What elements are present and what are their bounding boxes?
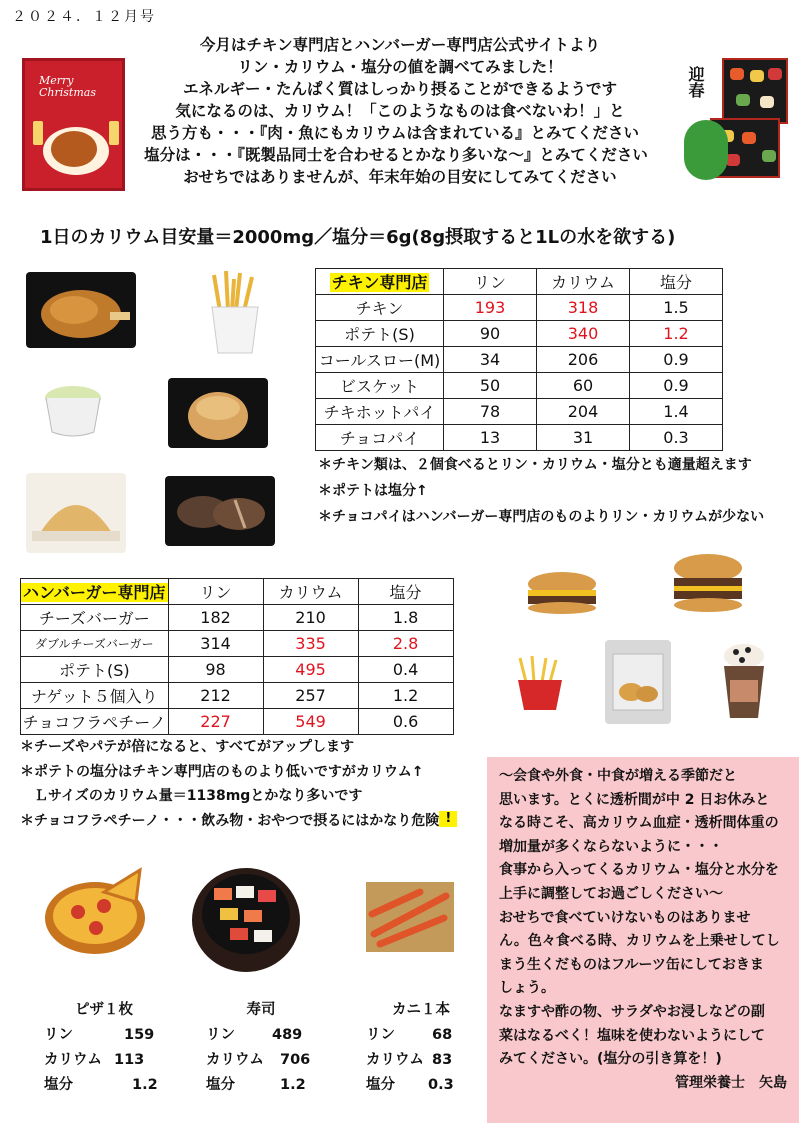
- value: 159: [124, 1027, 155, 1043]
- value-row-phosphorus: [44, 1023, 164, 1048]
- nuggets-photo: [605, 640, 671, 724]
- christmas-card-text: Merry Christmas: [39, 74, 96, 99]
- phosphorus-cell: 227: [168, 709, 263, 735]
- potassium-cell: 318: [537, 295, 630, 321]
- salt-cell: 2.8: [358, 631, 453, 657]
- item-name-cell: チョコフラペチーノ: [21, 709, 169, 735]
- intro-line: 思う方も・・・『肉・魚にもカリウムは含まれている』とみてください: [150, 124, 640, 142]
- note-line: ＊ポテトは塩分↑: [318, 483, 428, 499]
- french-fries-photo: [200, 267, 270, 357]
- value: 0.3: [428, 1077, 454, 1093]
- intro-line: 気になるのは、カリウム！「このようなものは食べないわ！」と: [175, 102, 625, 120]
- item-name-cell: チキン: [316, 295, 444, 321]
- daily-guideline: 1日のカリウム目安量＝2000mg／塩分＝6g(8g摂取すると1Lの水を欲する): [40, 227, 676, 248]
- value: 1.2: [280, 1077, 306, 1093]
- column-header-shop: [21, 579, 169, 605]
- note-line-warning: [20, 809, 457, 834]
- value-row-potassium: [366, 1048, 476, 1073]
- table-row: [21, 631, 454, 657]
- table-row: [316, 399, 723, 425]
- shop-name-highlight: ハンバーガー専門店: [23, 583, 166, 602]
- message-line: まう生くだものはフルーツ缶にしておきま: [499, 956, 764, 973]
- value-label: リン: [44, 1027, 73, 1043]
- message-line: みてください。(塩分の引き算を！): [499, 1051, 722, 1068]
- message-line: 思います。とくに透析間が中 2 日お休みと: [499, 791, 770, 808]
- potassium-cell: 31: [537, 425, 630, 451]
- column-header-phosphorus: リン: [168, 579, 263, 605]
- value: 706: [280, 1052, 311, 1068]
- column-header-potassium: カリウム: [263, 579, 358, 605]
- column-header-shop: [316, 269, 444, 295]
- table-header-row: [316, 269, 723, 295]
- potassium-cell: 210: [263, 605, 358, 631]
- note-line: ＊チョコパイはハンバーガー専門店のものよりリン・カリウムが少ない: [318, 509, 765, 525]
- salt-cell: 0.6: [358, 709, 453, 735]
- item-name-cell: チキホットパイ: [316, 399, 444, 425]
- table-row: [316, 373, 723, 399]
- column-header-potassium: カリウム: [537, 269, 630, 295]
- food-name: ピザ１枚: [75, 1002, 133, 1018]
- crab-legs-photo: [360, 874, 460, 960]
- salt-cell: 0.4: [358, 657, 453, 683]
- value-label: 塩分: [366, 1077, 395, 1093]
- phosphorus-cell: 50: [444, 373, 537, 399]
- value-row-salt: [206, 1073, 316, 1098]
- value-label: カリウム: [44, 1052, 102, 1068]
- intro-line: おせちではありませんが、年末年始の目安にしてみてください: [183, 168, 617, 186]
- osechi-box-icon: [722, 58, 788, 124]
- shop-name-highlight: チキン専門店: [331, 273, 428, 292]
- sushi-photo: [190, 858, 302, 976]
- table-row: [21, 683, 454, 709]
- dietitian-message-box: [487, 757, 799, 1123]
- chocolate-pie-photo: [165, 476, 275, 546]
- table-row: [21, 709, 454, 735]
- item-name-cell: チョコパイ: [316, 425, 444, 451]
- salt-cell: 0.3: [630, 425, 723, 451]
- pizza-photo: [40, 862, 150, 962]
- value: 113: [114, 1052, 145, 1068]
- potassium-cell: 60: [537, 373, 630, 399]
- message-line: しょう。: [499, 980, 555, 997]
- table-row: [316, 321, 723, 347]
- note-line: ＊ポテトの塩分はチキン専門店のものより低いですがカリウム↑: [20, 763, 424, 780]
- roast-chicken-icon: [51, 131, 97, 167]
- fried-chicken-photo: [26, 272, 136, 348]
- item-name-cell: ポテト(S): [21, 657, 169, 683]
- value-label: 塩分: [44, 1077, 73, 1093]
- biscuit-photo: [168, 378, 268, 448]
- phosphorus-cell: 98: [168, 657, 263, 683]
- new-year-osechi-image: [680, 58, 788, 188]
- value-label: リン: [366, 1027, 395, 1043]
- pizza-values: [44, 998, 164, 1098]
- value-row-potassium: [206, 1048, 316, 1073]
- phosphorus-cell: 90: [444, 321, 537, 347]
- intro-line: リン・カリウム・塩分の値を調べてみました！: [237, 58, 563, 76]
- potassium-cell: 206: [537, 347, 630, 373]
- chocolate-frappe-photo: [714, 640, 774, 720]
- value-label: 塩分: [206, 1077, 235, 1093]
- item-name-cell: コールスロー(M): [316, 347, 444, 373]
- new-year-text: 迎春: [686, 66, 705, 98]
- dietitian-signature: 管理栄養士 矢島: [675, 1074, 787, 1091]
- potassium-cell: 204: [537, 399, 630, 425]
- champagne-glass-icon: [109, 121, 119, 145]
- chicken-notes: [318, 452, 764, 530]
- phosphorus-cell: 34: [444, 347, 537, 373]
- value-label: カリウム: [206, 1052, 264, 1068]
- table-row: [21, 605, 454, 631]
- champagne-glass-icon: [33, 121, 43, 145]
- potassium-cell: 340: [537, 321, 630, 347]
- note-line: ＊チーズやパテが倍になると、すべてがアップします: [20, 739, 355, 755]
- salt-cell: 1.8: [358, 605, 453, 631]
- sushi-values: [206, 998, 316, 1098]
- coleslaw-photo: [40, 376, 106, 442]
- item-name-cell: チーズバーガー: [21, 605, 169, 631]
- potassium-cell: 257: [263, 683, 358, 709]
- intro-line: 今月はチキン専門店とハンバーガー専門店公式サイトより: [199, 36, 601, 54]
- intro-line: 塩分は・・・『既製品同士を合わせるとかなり多いな～』とみてください: [144, 146, 648, 164]
- message-line: ～会食や外食・中食が増える季節だと: [499, 768, 737, 784]
- crab-values: [366, 998, 476, 1098]
- value-label: カリウム: [366, 1052, 424, 1068]
- note-line: ＊チキン類は、２個食べるとリン・カリウム・塩分とも適量超えます: [318, 457, 752, 473]
- phosphorus-cell: 212: [168, 683, 263, 709]
- message-line: 食事から入ってくるカリウム・塩分と水分を: [499, 862, 779, 879]
- value-row-salt: [366, 1073, 476, 1098]
- item-name-cell: ナゲット５個入り: [21, 683, 169, 709]
- salt-cell: 1.4: [630, 399, 723, 425]
- christmas-card-image: [22, 58, 125, 191]
- salt-cell: 1.2: [358, 683, 453, 709]
- table-header-row: [21, 579, 454, 605]
- message-line: 増加量が多くならないように・・・: [499, 838, 723, 855]
- value: 68: [432, 1027, 453, 1043]
- salt-cell: 1.5: [630, 295, 723, 321]
- phosphorus-cell: 78: [444, 399, 537, 425]
- value-label: リン: [206, 1027, 235, 1043]
- food-name: 寿司: [246, 1002, 276, 1018]
- value-row-salt: [44, 1073, 164, 1098]
- phosphorus-cell: 13: [444, 425, 537, 451]
- item-name-cell: ダブルチーズバーガー: [21, 631, 169, 657]
- phosphorus-cell: 182: [168, 605, 263, 631]
- message-line: 菜はなるべく！塩味を使わないようにして: [499, 1027, 765, 1044]
- chicken-pie-photo: [26, 473, 126, 553]
- message-line: なる時こそ、高カリウム血症・透析間体重の: [499, 815, 779, 832]
- value-row-phosphorus: [366, 1023, 476, 1048]
- table-row: [316, 425, 723, 451]
- value: 1.2: [132, 1077, 158, 1093]
- column-header-salt: 塩分: [358, 579, 453, 605]
- table-row: [316, 295, 723, 321]
- intro-text: [145, 34, 655, 188]
- item-name-cell: ビスケット: [316, 373, 444, 399]
- note-text: ＊チョコフラペチーノ・・・飲み物・おやつで摂るにはかなり危険: [20, 812, 440, 829]
- burger-shop-fries-photo: [510, 652, 570, 712]
- warning-icon: [439, 811, 457, 827]
- food-name: カニ１本: [392, 1002, 450, 1018]
- table-row: [21, 657, 454, 683]
- potassium-cell: 335: [263, 631, 358, 657]
- item-name-cell: ポテト(S): [316, 321, 444, 347]
- salt-cell: 0.9: [630, 373, 723, 399]
- column-header-phosphorus: リン: [444, 269, 537, 295]
- phosphorus-cell: 314: [168, 631, 263, 657]
- potassium-cell: 549: [263, 709, 358, 735]
- salt-cell: 0.9: [630, 347, 723, 373]
- salt-cell: 1.2: [630, 321, 723, 347]
- table-row: [316, 347, 723, 373]
- phosphorus-cell: 193: [444, 295, 537, 321]
- issue-date: ２０２４．１２月号: [12, 9, 156, 25]
- burger-shop-table: [20, 578, 454, 735]
- cheeseburger-photo: [522, 568, 602, 618]
- value-row-phosphorus: [206, 1023, 316, 1048]
- chicken-shop-table: [315, 268, 723, 451]
- message-line: ん。色々食べる時、カリウムを上乗せしてし: [499, 933, 780, 950]
- snake-icon: [684, 120, 728, 180]
- note-line: Ｌサイズのカリウム量＝1138mgとかなり多いです: [20, 788, 363, 804]
- intro-line: エネルギー・たんぱく質はしっかり摂ることができるようです: [182, 80, 617, 98]
- double-cheeseburger-photo: [668, 550, 748, 618]
- burger-notes: [20, 735, 457, 833]
- value: 489: [272, 1027, 303, 1043]
- value: 83: [432, 1052, 453, 1068]
- column-header-salt: 塩分: [630, 269, 723, 295]
- message-line: おせちで食べていけないものはありませ: [499, 909, 751, 926]
- value-row-potassium: [44, 1048, 164, 1073]
- message-line: なますや酢の物、サラダやお浸しなどの副: [499, 1003, 765, 1020]
- message-line: 上手に調整してお過ごしください～: [499, 885, 723, 902]
- potassium-cell: 495: [263, 657, 358, 683]
